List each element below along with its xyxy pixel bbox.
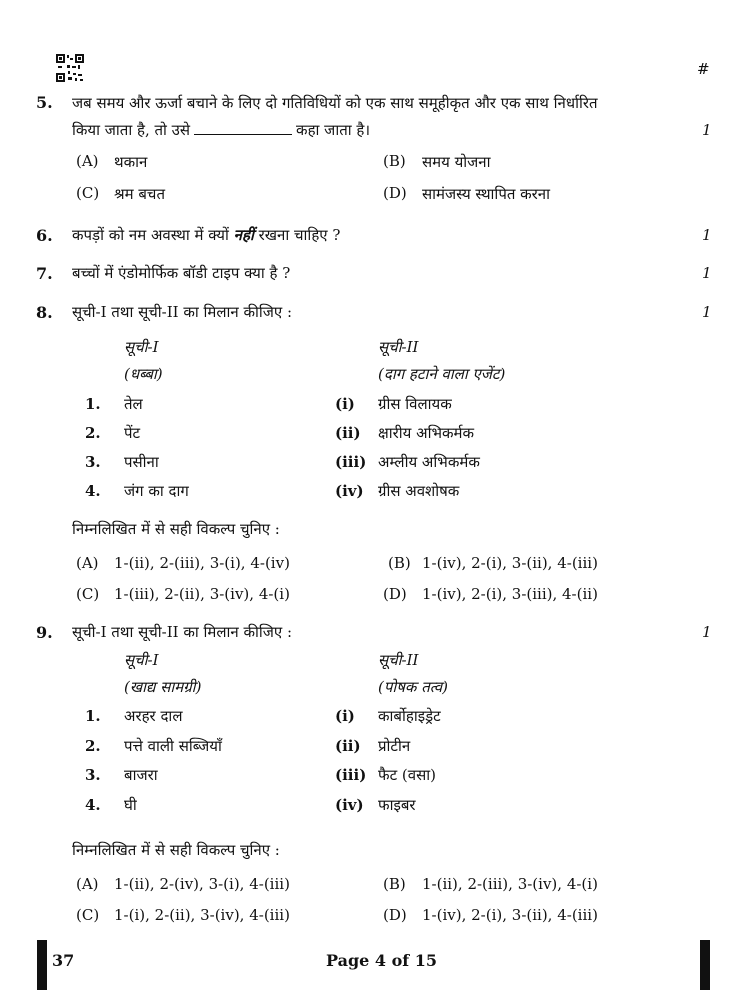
q5-option-b-label: (B) xyxy=(383,152,406,170)
q9-option-b-label: (B) xyxy=(383,875,406,893)
question-5-text-line1: जब समय और ऊर्जा बचाने के लिए दो गतिविधियों को एक साथ समूहीकृत और एक साथ निर्धारित xyxy=(72,94,598,112)
q9-option-a-label: (A) xyxy=(76,875,99,893)
q8-list1-subtitle: (धब्बा) xyxy=(124,365,163,383)
q8-row-2-right: क्षारीय अभिकर्मक xyxy=(378,424,475,442)
q5-option-d-label: (D) xyxy=(383,184,407,202)
question-5-marks: 1 xyxy=(702,121,712,139)
q9-row-2-right: प्रोटीन xyxy=(378,737,411,755)
q9-list2-title: सूची-II xyxy=(378,651,419,669)
q8-option-c-text: 1-(iii), 2-(ii), 3-(iv), 4-(i) xyxy=(114,585,290,603)
q8-row-1-roman: (i) xyxy=(335,395,355,413)
q9-row-4-roman: (iv) xyxy=(335,796,364,814)
q9-row-3-left: बाजरा xyxy=(124,766,158,784)
q5-option-a-text: थकान xyxy=(114,153,148,171)
question-6-marks: 1 xyxy=(702,226,712,244)
question-8-number: 8. xyxy=(36,303,53,322)
q8-row-3-number: 3. xyxy=(85,453,101,471)
q8-list2-title: सूची-II xyxy=(378,338,419,356)
question-9-marks: 1 xyxy=(702,623,712,641)
q8-row-1-left: तेल xyxy=(124,395,143,413)
q9-row-2-roman: (ii) xyxy=(335,737,361,755)
q9-option-a-text: 1-(ii), 2-(iv), 3-(i), 4-(iii) xyxy=(114,875,290,893)
q9-list2-subtitle: (पोषक तत्व) xyxy=(378,678,448,696)
q9-row-4-left: घी xyxy=(124,796,137,814)
question-5-text-line2: किया जाता है, तो उसे कहा जाता है। xyxy=(72,121,371,139)
q8-option-a-text: 1-(ii), 2-(iii), 3-(i), 4-(iv) xyxy=(114,554,290,572)
q8-row-2-roman: (ii) xyxy=(335,424,361,442)
q9-row-1-number: 1. xyxy=(85,707,101,725)
q8-list1-title: सूची-I xyxy=(124,338,159,356)
q9-row-1-roman: (i) xyxy=(335,707,355,725)
q8-row-4-right: ग्रीस अवशोषक xyxy=(378,482,460,500)
q9-row-2-left: पत्ते वाली सब्जियाँ xyxy=(124,737,222,755)
q8-row-2-number: 2. xyxy=(85,424,101,442)
q8-row-1-number: 1. xyxy=(85,395,101,413)
qr-code-icon xyxy=(56,54,84,82)
q5-option-d-text: सामंजस्य स्थापित करना xyxy=(422,185,551,203)
q8-row-2-left: पेंट xyxy=(124,424,141,442)
q9-row-1-right: कार्बोहाइड्रेट xyxy=(378,707,441,725)
footer-page-code: 37 xyxy=(52,951,75,970)
q8-option-d-label: (D) xyxy=(383,585,407,603)
q8-option-c-label: (C) xyxy=(76,585,100,603)
q8-list2-subtitle: (दाग हटाने वाला एजेंट) xyxy=(378,365,506,383)
q9-row-2-number: 2. xyxy=(85,737,101,755)
q9-option-c-label: (C) xyxy=(76,906,100,924)
q8-row-4-number: 4. xyxy=(85,482,101,500)
q5-option-c-label: (C) xyxy=(76,184,100,202)
q9-list1-title: सूची-I xyxy=(124,651,159,669)
question-6-number: 6. xyxy=(36,226,53,245)
footer-right-bar xyxy=(700,940,710,990)
q9-instruction: निम्नलिखित में से सही विकल्प चुनिए : xyxy=(72,841,280,859)
q8-row-4-roman: (iv) xyxy=(335,482,364,500)
q9-list1-subtitle: (खाद्य सामग्री) xyxy=(124,678,202,696)
page-hash-mark: # xyxy=(697,60,710,78)
question-9-text: सूची-I तथा सूची-II का मिलान कीजिए : xyxy=(72,623,293,641)
q8-row-4-left: जंग का दाग xyxy=(124,482,189,500)
q9-row-3-roman: (iii) xyxy=(335,766,367,784)
q9-row-3-right: फैट (वसा) xyxy=(378,766,436,784)
q9-row-3-number: 3. xyxy=(85,766,101,784)
q9-option-c-text: 1-(i), 2-(ii), 3-(iv), 4-(iii) xyxy=(114,906,290,924)
question-7-text: बच्चों में एंडोमोर्फिक बॉडी टाइप क्या है ? xyxy=(72,264,291,282)
q8-option-b-label: (B) xyxy=(388,554,411,572)
q8-instruction: निम्नलिखित में से सही विकल्प चुनिए : xyxy=(72,520,280,538)
q8-row-3-right: अम्लीय अभिकर्मक xyxy=(378,453,480,471)
q8-row-1-right: ग्रीस विलायक xyxy=(378,395,452,413)
q9-option-b-text: 1-(ii), 2-(iii), 3-(iv), 4-(i) xyxy=(422,875,598,893)
footer-left-bar xyxy=(37,940,47,990)
question-7-number: 7. xyxy=(36,264,53,283)
q5-option-a-label: (A) xyxy=(76,152,99,170)
q5-option-c-text: श्रम बचत xyxy=(114,185,165,203)
question-8-text: सूची-I तथा सूची-II का मिलान कीजिए : xyxy=(72,303,293,321)
q9-row-4-right: फाइबर xyxy=(378,796,416,814)
q8-row-3-left: पसीना xyxy=(124,453,159,471)
question-8-marks: 1 xyxy=(702,303,712,321)
q5-option-b-text: समय योजना xyxy=(422,153,491,171)
question-9-number: 9. xyxy=(36,623,53,642)
question-7-marks: 1 xyxy=(702,264,712,282)
question-5-number: 5. xyxy=(36,93,53,112)
q9-option-d-label: (D) xyxy=(383,906,407,924)
q8-row-3-roman: (iii) xyxy=(335,453,367,471)
q9-option-d-text: 1-(iv), 2-(i), 3-(ii), 4-(iii) xyxy=(422,906,598,924)
q8-option-d-text: 1-(iv), 2-(i), 3-(iii), 4-(ii) xyxy=(422,585,598,603)
q9-row-1-left: अरहर दाल xyxy=(124,707,183,725)
q9-row-4-number: 4. xyxy=(85,796,101,814)
q8-option-a-label: (A) xyxy=(76,554,99,572)
footer-page-number: Page 4 of 15 xyxy=(326,951,437,970)
q8-option-b-text: 1-(iv), 2-(i), 3-(ii), 4-(iii) xyxy=(422,554,598,572)
question-6-text: कपड़ों को नम अवस्था में क्यों नहीं रखना चाहिए ? xyxy=(72,226,341,244)
fill-in-blank xyxy=(194,122,292,135)
